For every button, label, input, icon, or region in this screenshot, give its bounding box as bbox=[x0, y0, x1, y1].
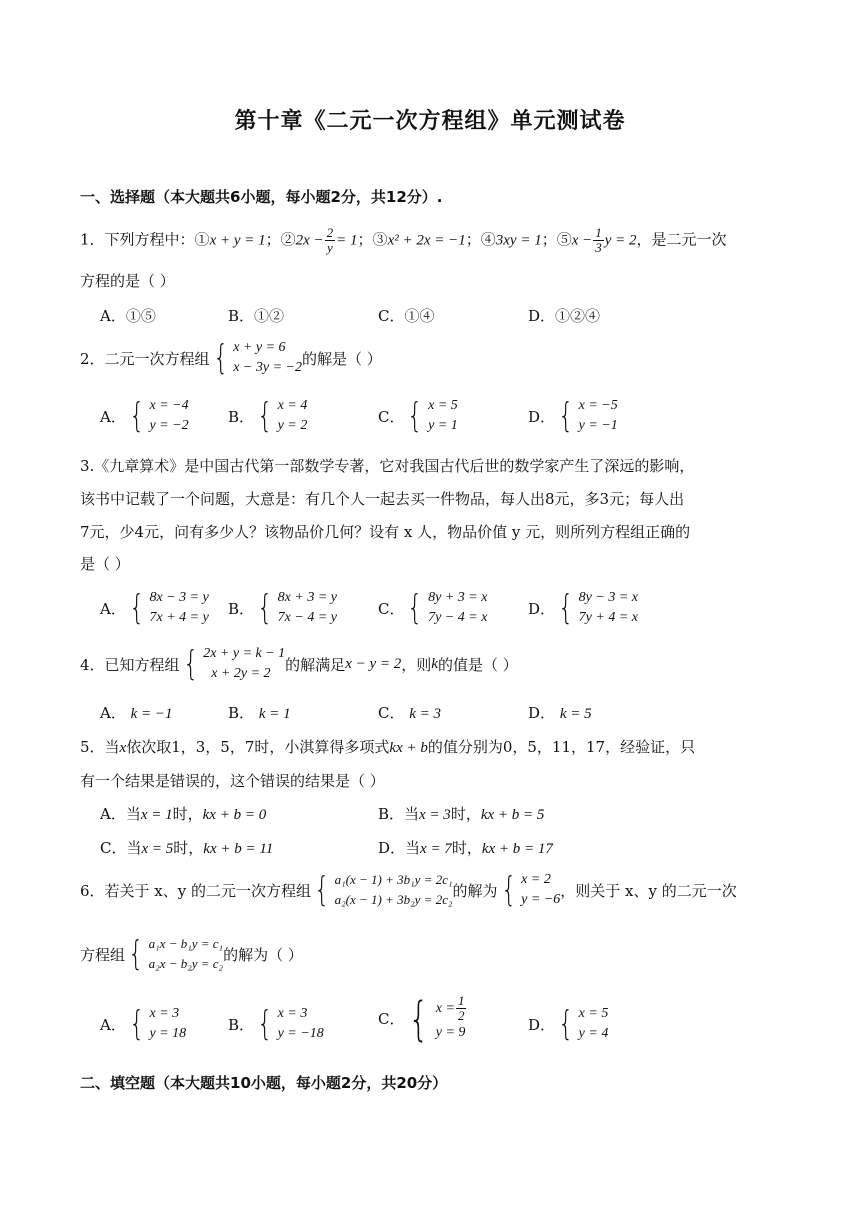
q5-option-b[interactable] bbox=[378, 803, 544, 826]
q5-option-d-text: D．当 bbox=[378, 839, 421, 857]
question-6-line-1 bbox=[80, 870, 737, 910]
q6-option-c-eq2: y = 9 bbox=[435, 1025, 466, 1040]
q2-option-a-label: A． bbox=[100, 407, 126, 426]
q2-prefix: 2．二元一次方程组 bbox=[80, 349, 210, 368]
q3-option-c-eq1: 8y + 3 = x bbox=[428, 590, 488, 605]
question-3-line-2: 该书中记载了一个问题，大意是：有几个人一起去买一件物品，每人出8元，多3元；每人出 bbox=[80, 490, 685, 508]
q6-option-c-numerator: 1 bbox=[457, 993, 465, 1008]
q1-eq4: 3xy = 1 bbox=[495, 232, 542, 249]
q4-option-a[interactable] bbox=[100, 702, 173, 725]
q5-option-b-x: x = 3 bbox=[419, 807, 451, 823]
q2-option-a-eq1: x = −4 bbox=[149, 398, 189, 413]
q4-option-d-value: k = 5 bbox=[559, 706, 592, 722]
q3-option-c-label: C． bbox=[378, 599, 405, 618]
q6-option-d-eq2: y = 4 bbox=[578, 1026, 609, 1041]
q2-option-c[interactable] bbox=[378, 396, 458, 436]
q1-eq2-denominator: y bbox=[327, 240, 333, 255]
question-1-line-2: 方程的是（ ） bbox=[80, 272, 175, 290]
q6-mid: 的解为 bbox=[452, 881, 498, 900]
q5-option-b-value: kx + b = 5 bbox=[480, 807, 545, 823]
q2-option-a-brace: { bbox=[129, 396, 145, 436]
q5-x: x bbox=[119, 740, 127, 756]
q1-suffix: ，是二元一次 bbox=[636, 230, 727, 249]
question-5-line-1 bbox=[80, 736, 695, 759]
q6-option-c-denominator: 2 bbox=[457, 1008, 465, 1023]
q1-eq2-marker: ；② bbox=[265, 230, 296, 249]
q2-option-b[interactable] bbox=[228, 396, 307, 436]
q4-option-c-label: C． bbox=[378, 704, 405, 722]
question-6-line-2 bbox=[80, 934, 303, 974]
q4-condition: x − y = 2 bbox=[345, 655, 402, 672]
q1-eq2-part2: = 1 bbox=[336, 232, 358, 249]
q2-option-b-label: B． bbox=[228, 407, 255, 426]
q3-option-a-label: A． bbox=[100, 599, 126, 618]
q6-option-a[interactable] bbox=[100, 1004, 186, 1044]
q6-option-d[interactable] bbox=[528, 1004, 608, 1044]
q4-option-d-label: D． bbox=[528, 704, 556, 722]
q5-polynomial: kx + b bbox=[389, 740, 428, 756]
q6-option-c[interactable] bbox=[378, 991, 467, 1046]
q2-eq1: x + y = 6 bbox=[233, 340, 286, 355]
q4-mid: 的解满足 bbox=[285, 655, 346, 674]
q2-option-d-label: D． bbox=[528, 407, 556, 426]
section-heading-choice: 一、选择题（本大题共6小题，每小题2分，共12分）. bbox=[80, 188, 443, 206]
q3-option-a-brace: { bbox=[129, 588, 145, 628]
q1-eq1-marker: ① bbox=[194, 230, 210, 249]
section-heading-fill: 二、填空题（本大题共10小题，每小题2分，共20分） bbox=[80, 1074, 448, 1092]
q5-option-b-when: 时， bbox=[450, 805, 481, 823]
q1-eq3: x² + 2x = −1 bbox=[387, 232, 466, 249]
q6-option-a-label: A． bbox=[100, 1015, 126, 1034]
q4-option-a-value: k = −1 bbox=[130, 706, 173, 722]
question-3-line-3: 7元，少4元，问有多少人？该物品价几何？设有 x 人，物品价值 y 元，则所列方程组正确的 bbox=[80, 523, 691, 541]
q2-suffix: 的解是（ ） bbox=[301, 349, 382, 368]
q3-option-b-eq2: 7x − 4 = y bbox=[277, 610, 337, 625]
q5-option-a[interactable] bbox=[100, 803, 266, 826]
q6-sol-y: y = −6 bbox=[521, 892, 561, 907]
q6-eq1: a₁(x − 1) + 3b₁y = 2c₁ bbox=[334, 872, 453, 887]
q2-option-d-eq1: x = −5 bbox=[578, 398, 618, 413]
q4-option-b[interactable] bbox=[228, 702, 291, 725]
q6-system-2 bbox=[125, 934, 223, 974]
q2-brace: { bbox=[212, 338, 228, 378]
q2-option-d[interactable] bbox=[528, 396, 618, 436]
q5-suffix: 的值分别为0，5，11，17，经验证，只 bbox=[427, 738, 696, 756]
q5-option-c-when: 时， bbox=[173, 839, 204, 857]
q6-eq4: a₂x − b₂y = c₂ bbox=[148, 956, 224, 971]
q4-eq2: x + 2y = 2 bbox=[211, 666, 271, 681]
q4-option-c[interactable] bbox=[378, 702, 441, 725]
q4-prefix: 4．已知方程组 bbox=[80, 655, 180, 674]
q6-line2-suffix: 的解为（ ） bbox=[223, 945, 303, 964]
q3-option-a-eq2: 7x + 4 = y bbox=[149, 610, 209, 625]
q1-eq5-denominator: 3 bbox=[595, 240, 602, 255]
q6-sol-x: x = 2 bbox=[521, 872, 551, 887]
q1-eq2-fraction bbox=[325, 226, 336, 255]
q6-option-a-eq1: x = 3 bbox=[149, 1006, 180, 1021]
q1-option-b[interactable]: B．①② bbox=[228, 307, 285, 325]
q1-eq5-marker: ；⑤ bbox=[541, 230, 572, 249]
q6-option-d-label: D． bbox=[528, 1015, 556, 1034]
page-title: 第十章《二元一次方程组》单元测试卷 bbox=[234, 109, 626, 134]
q4-suffix: 的值是（ ） bbox=[437, 655, 518, 674]
q2-option-d-brace: { bbox=[558, 396, 574, 436]
q1-eq5-part1: x − bbox=[571, 232, 593, 249]
q2-option-c-eq1: x = 5 bbox=[428, 398, 458, 413]
q3-option-a[interactable] bbox=[100, 588, 209, 628]
q6-system-1 bbox=[311, 870, 453, 910]
q4-eq1: 2x + y = k − 1 bbox=[203, 646, 286, 661]
q5-option-c[interactable] bbox=[100, 837, 273, 860]
q4-option-a-label: A． bbox=[100, 704, 126, 722]
q6-option-c-brace: { bbox=[408, 991, 430, 1046]
q6-option-b[interactable] bbox=[228, 1004, 324, 1044]
q1-eq2-part1: 2x − bbox=[295, 232, 324, 249]
q5-option-d-value: kx + b = 17 bbox=[481, 841, 553, 857]
q1-eq5-part2: y = 2 bbox=[604, 232, 637, 249]
q6-suffix: ，则关于 x、y 的二元一次 bbox=[560, 881, 737, 900]
q2-eq2: x − 3y = −2 bbox=[233, 360, 302, 375]
q4-brace: { bbox=[182, 644, 198, 684]
q3-option-b[interactable] bbox=[228, 588, 337, 628]
q5-option-a-text: A．当 bbox=[100, 805, 141, 823]
q1-eq3-marker: ；③ bbox=[357, 230, 388, 249]
q5-option-d-x: x = 7 bbox=[420, 841, 452, 857]
q4-option-b-label: B． bbox=[228, 704, 255, 722]
q6-line2-prefix: 方程组 bbox=[80, 945, 126, 964]
q6-prefix: 6．若关于 x、y 的二元一次方程组 bbox=[80, 881, 312, 900]
q1-option-c[interactable]: C．①④ bbox=[378, 307, 435, 325]
q3-option-d-eq1: 8y − 3 = x bbox=[578, 590, 638, 605]
q6-option-b-eq2: y = −18 bbox=[277, 1026, 324, 1041]
q2-option-d-eq2: y = −1 bbox=[578, 418, 618, 433]
q2-option-b-eq2: y = 2 bbox=[277, 418, 308, 433]
q3-option-a-eq1: 8x − 3 = y bbox=[149, 590, 209, 605]
question-5-line-2: 有一个结果是错误的，这个错误的结果是（ ） bbox=[80, 772, 385, 790]
q6-option-d-eq1: x = 5 bbox=[578, 1006, 609, 1021]
q6-brace-3: { bbox=[128, 934, 144, 974]
q5-option-c-x: x = 5 bbox=[141, 841, 174, 857]
q6-option-b-eq1: x = 3 bbox=[277, 1006, 308, 1021]
q6-option-c-x: x = bbox=[435, 1000, 455, 1016]
q3-option-d-label: D． bbox=[528, 599, 556, 618]
q2-option-c-label: C． bbox=[378, 407, 405, 426]
q5-option-c-value: kx + b = 11 bbox=[203, 841, 274, 857]
q2-option-c-eq2: y = 1 bbox=[428, 418, 458, 433]
q1-eq5-fraction bbox=[593, 226, 604, 255]
q2-option-b-brace: { bbox=[257, 396, 273, 436]
q6-option-c-fraction bbox=[456, 994, 467, 1023]
q5-option-a-x: x = 1 bbox=[140, 807, 173, 823]
q3-option-d-brace: { bbox=[558, 588, 574, 628]
q4-system bbox=[180, 644, 286, 684]
q5-mid: 依次取1，3，5，7时，小淇算得多项式 bbox=[126, 738, 390, 756]
q5-prefix: 5．当 bbox=[80, 738, 120, 756]
q2-system bbox=[210, 338, 302, 378]
q5-option-a-value: kx + b = 0 bbox=[202, 807, 267, 823]
q3-option-c-brace: { bbox=[407, 588, 423, 628]
q3-option-c-eq2: 7y − 4 = x bbox=[428, 610, 488, 625]
q6-solution bbox=[498, 870, 561, 910]
q6-eq2: a₂(x − 1) + 3b₂y = 2c₂ bbox=[334, 892, 453, 907]
q4-option-c-value: k = 3 bbox=[409, 706, 442, 722]
question-3-line-1: 3.《九章算术》是中国古代第一部数学专著，它对我国古代后世的数学家产生了深远的影响， bbox=[80, 457, 695, 475]
q4-option-b-value: k = 1 bbox=[258, 706, 291, 722]
q6-option-b-label: B． bbox=[228, 1015, 255, 1034]
q3-option-b-label: B． bbox=[228, 599, 255, 618]
q6-option-d-brace: { bbox=[558, 1004, 574, 1044]
q3-option-b-brace: { bbox=[257, 588, 273, 628]
q3-option-b-eq1: 8x + 3 = y bbox=[277, 590, 337, 605]
q1-eq1: x + y = 1 bbox=[209, 232, 266, 249]
q5-option-c-text: C．当 bbox=[100, 839, 142, 857]
q3-option-d-eq2: 7y + 4 = x bbox=[578, 610, 638, 625]
q2-option-c-brace: { bbox=[407, 396, 423, 436]
q1-eq2-numerator: 2 bbox=[326, 225, 334, 240]
q6-eq3: a₁x − b₁y = c₁ bbox=[148, 936, 224, 951]
q3-option-c[interactable] bbox=[378, 588, 487, 628]
q5-option-d[interactable] bbox=[378, 837, 553, 860]
q6-option-a-brace: { bbox=[129, 1004, 145, 1044]
q1-option-d[interactable]: D．①②④ bbox=[528, 307, 601, 325]
q1-eq5-numerator: 1 bbox=[595, 225, 602, 240]
q5-option-a-when: 时， bbox=[172, 805, 203, 823]
q1-prefix: 1．下列方程中： bbox=[80, 230, 195, 249]
q5-option-b-text: B．当 bbox=[378, 805, 420, 823]
question-3-line-4: 是（ ） bbox=[80, 555, 130, 573]
question-2-stem bbox=[80, 338, 382, 378]
q1-option-a[interactable]: A．①⑤ bbox=[100, 307, 156, 325]
q1-eq4-marker: ；④ bbox=[465, 230, 496, 249]
q6-option-b-brace: { bbox=[257, 1004, 273, 1044]
q6-brace-1: { bbox=[314, 870, 330, 910]
q2-option-a-eq2: y = −2 bbox=[149, 418, 189, 433]
q6-brace-2: { bbox=[500, 870, 516, 910]
q4-option-d[interactable] bbox=[528, 702, 592, 725]
q4-mid2: ，则 bbox=[401, 655, 432, 674]
q5-option-d-when: 时， bbox=[451, 839, 482, 857]
question-1-line-1 bbox=[80, 226, 727, 255]
q3-option-d[interactable] bbox=[528, 588, 638, 628]
q2-option-a[interactable] bbox=[100, 396, 189, 436]
question-4-stem bbox=[80, 644, 518, 684]
q6-option-c-label: C． bbox=[378, 1010, 405, 1028]
q2-option-b-eq1: x = 4 bbox=[277, 398, 308, 413]
q6-option-a-eq2: y = 18 bbox=[149, 1026, 187, 1041]
q4-k: k bbox=[431, 655, 438, 672]
